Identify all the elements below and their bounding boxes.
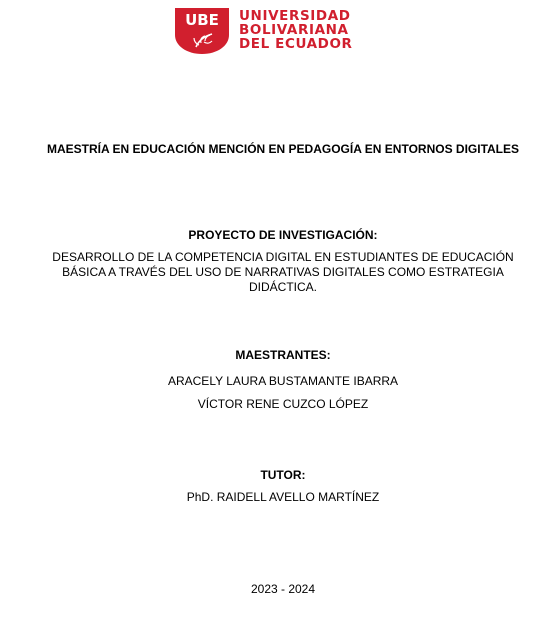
logo-mark-text: UBE [185,11,219,29]
university-name-line-3: DEL ECUADOR [239,36,353,52]
university-name [239,9,353,51]
project-title: DESARROLLO DE LA COMPETENCIA DIGITAL EN ESTUDIANTES DE EDUCACIÓN BÁSICA A TRAVÉS DEL USO DE NARRATIVAS DIGITALES COMO ESTRATEGIA DIDÁCTICA. [52,250,514,294]
university-name-line-1: UNIVERSIDAD [239,8,351,24]
academic-years: 2023 - 2024 [250,582,316,596]
ube-shield-logo-icon [175,8,229,54]
university-logo [175,8,353,54]
program-title: MAESTRÍA EN EDUCACIÓN MENCIÓN EN PEDAGOGÍA EN ENTORNOS DIGITALES [46,142,520,156]
tutor-name: PhD. RAIDELL AVELLO MARTÍNEZ [186,490,380,504]
tutor-heading: TUTOR: [260,468,306,482]
student-name-2: VÍCTOR RENE CUZCO LÓPEZ [197,397,369,411]
university-name-line-2: BOLIVARIANA [239,22,349,38]
student-name-1: ARACELY LAURA BUSTAMANTE IBARRA [167,374,399,388]
students-heading: MAESTRANTES: [235,348,331,362]
project-heading: PROYECTO DE INVESTIGACIÓN: [188,228,378,242]
